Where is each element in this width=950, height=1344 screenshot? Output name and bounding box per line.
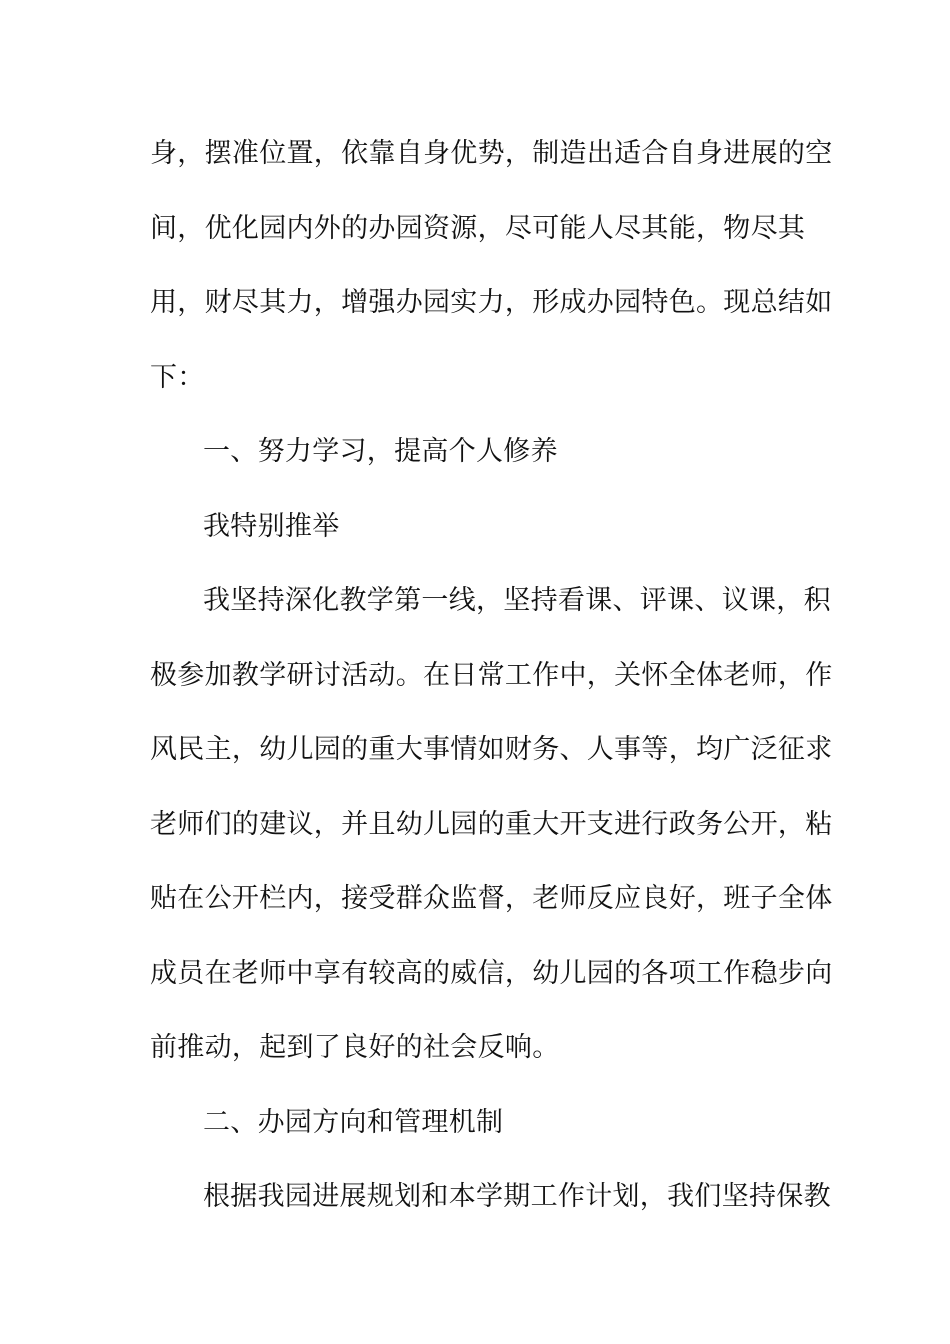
section-heading: 二、办园方向和管理机制 <box>203 1106 504 1138</box>
text-line: 风民主，幼儿园的重大事情如财务、人事等，均广泛征求 <box>150 734 833 765</box>
text-line: 我特别推举 <box>203 510 340 542</box>
text-line: 极参加教学研讨活动。在日常工作中，关怀全体老师，作 <box>150 659 833 691</box>
text-line: 老师们的建议，并且幼儿园的重大开支进行政务公开，粘 <box>150 808 833 840</box>
text-line: 用，财尽其力，增强办园实力，形成办园特色。现总结如 <box>150 287 833 318</box>
paragraph-start: 根据我园进展规划和本学期工作计划，我们坚持保教 <box>203 1181 831 1212</box>
text-line: 贴在公开栏内，接受群众监督，老师反应良好，班子全体 <box>150 883 833 914</box>
document-body <box>150 117 833 1235</box>
section-heading: 一、努力学习，提高个人修养 <box>203 436 558 467</box>
text-line: 成员在老师中享有较高的威信，幼儿园的各项工作稳步向 <box>150 957 833 989</box>
text-line: 前推动，起到了良好的社会反响。 <box>150 1032 560 1063</box>
text-line: 间，优化园内外的办园资源，尽可能人尽其能，物尽其 <box>150 212 806 244</box>
paragraph-start: 我坚持深化教学第一线，坚持看课、评课、议课，积 <box>203 585 831 616</box>
text-line: 下： <box>150 361 205 393</box>
text-line: 身，摆准位置，依靠自身优势，制造出适合自身进展的空 <box>150 138 833 169</box>
